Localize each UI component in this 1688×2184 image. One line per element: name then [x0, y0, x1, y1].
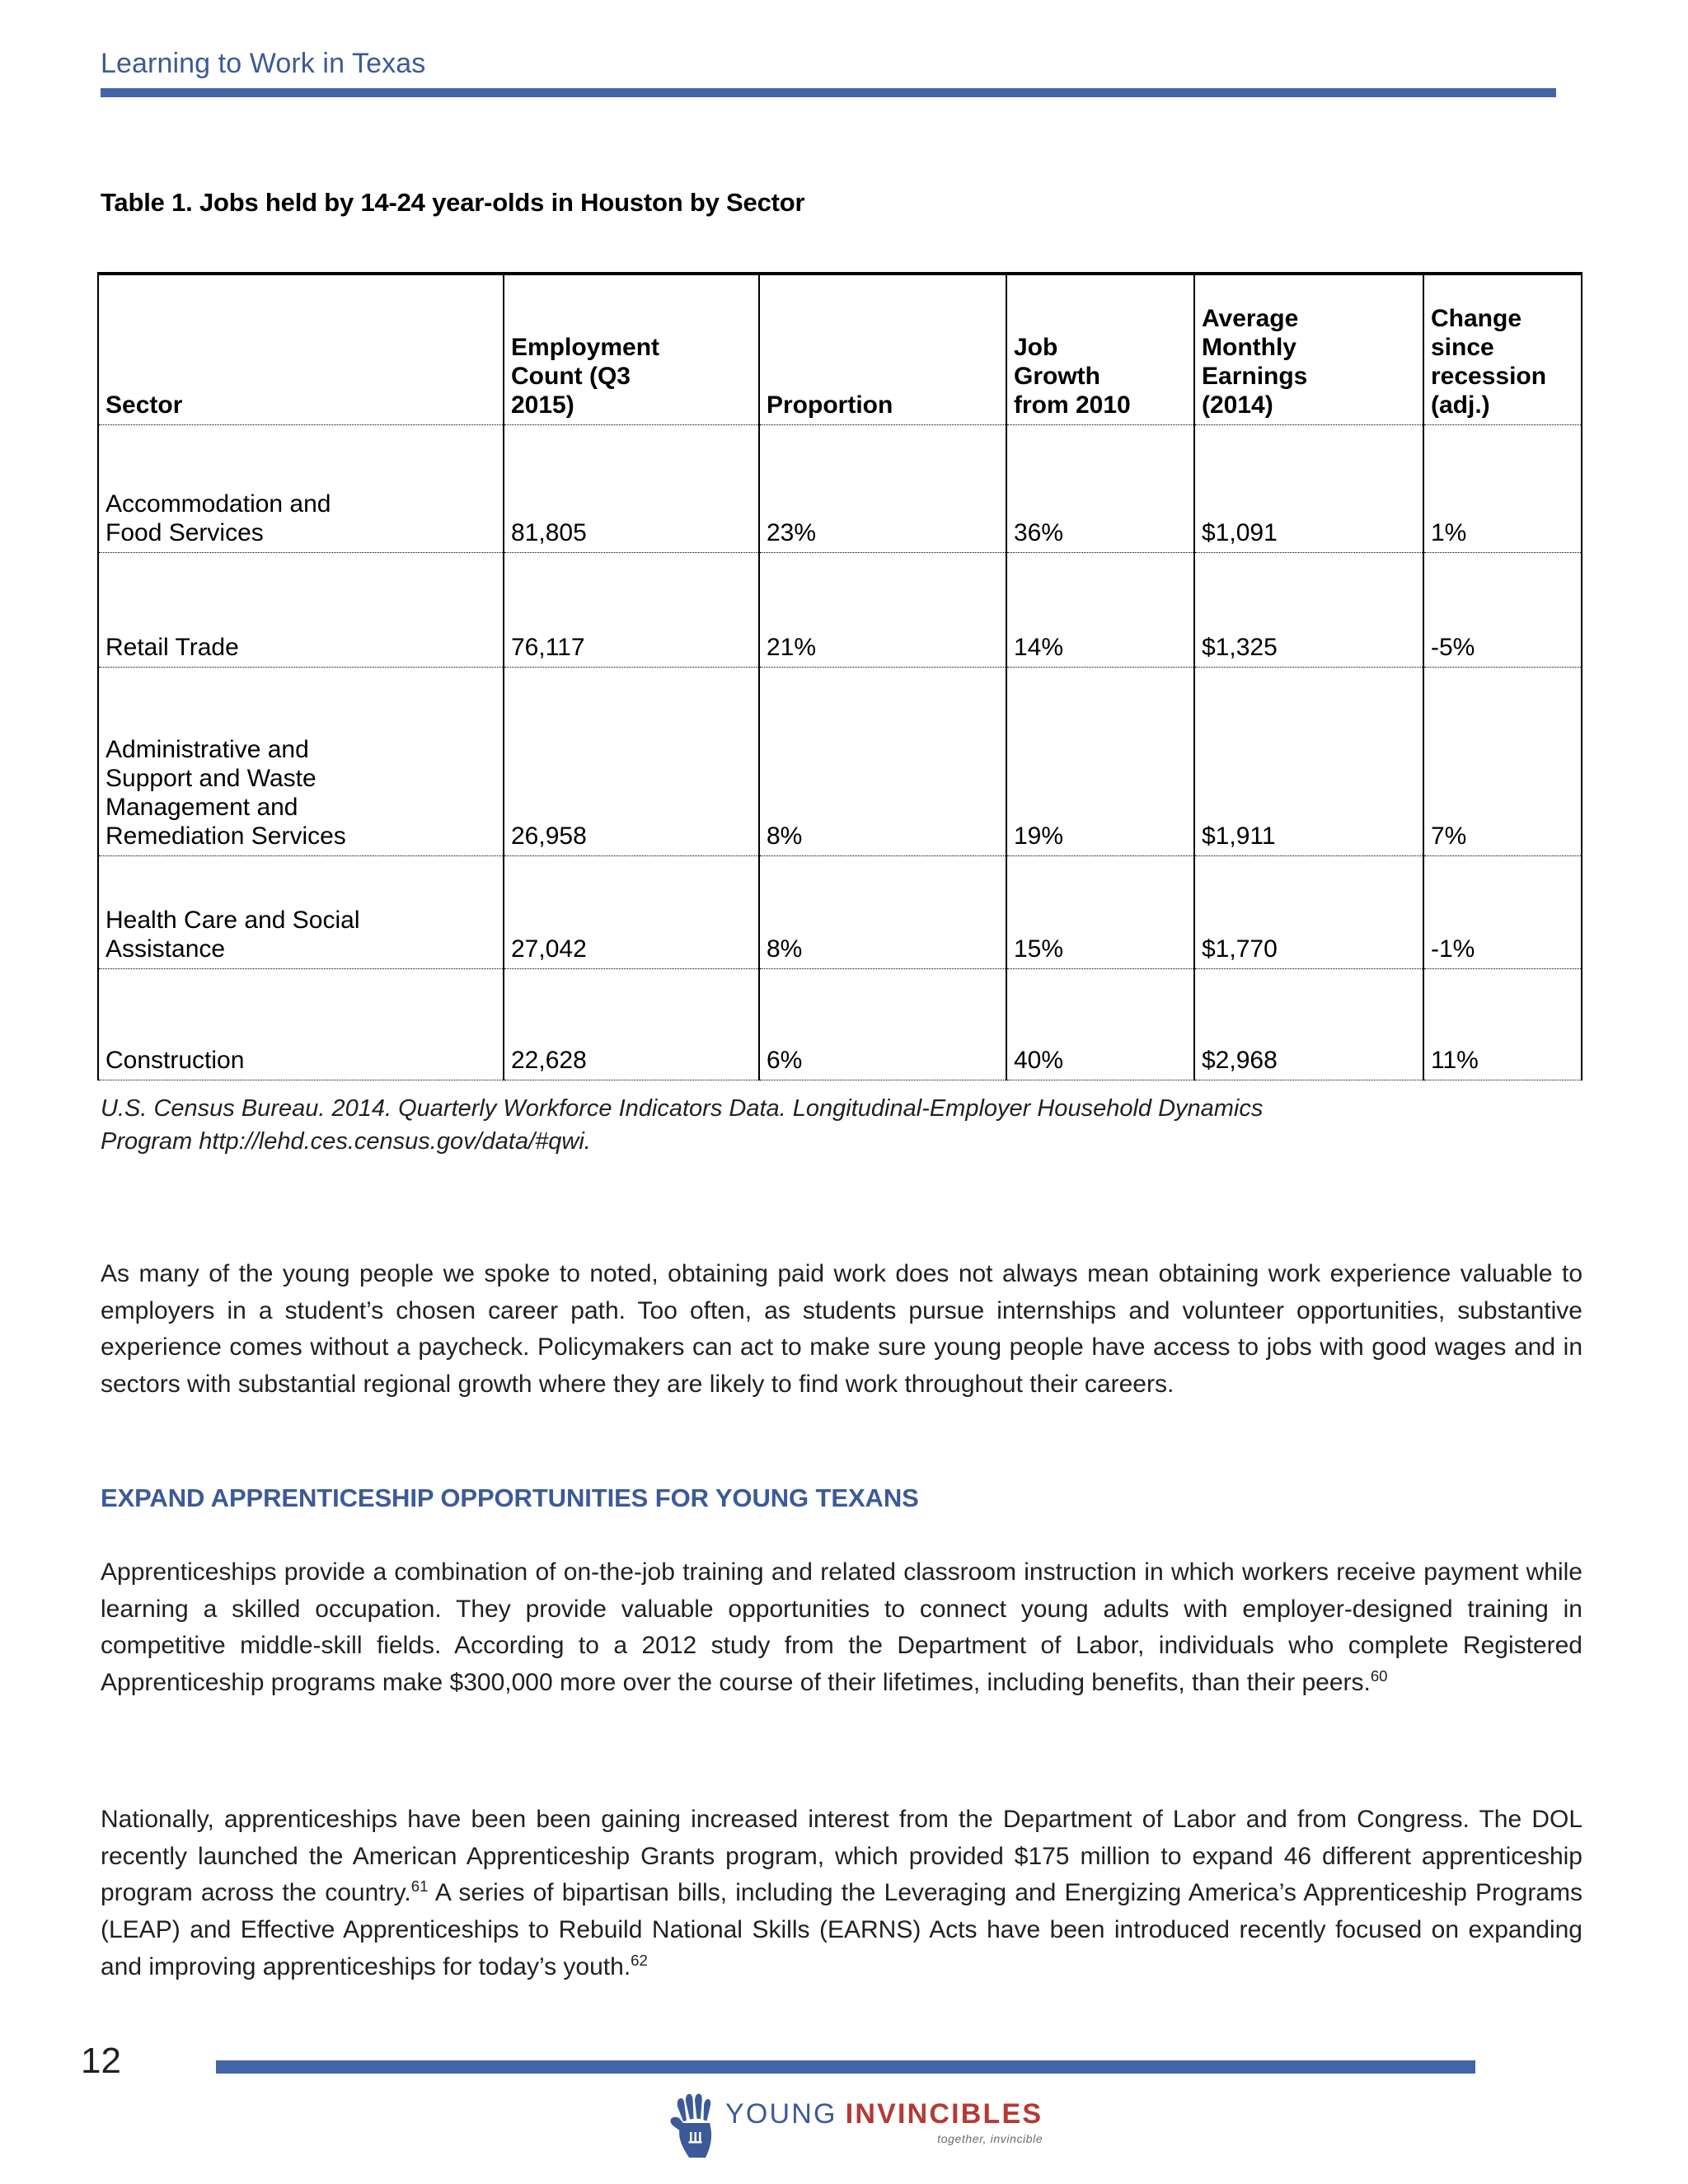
cell-line: Retail Trade — [106, 633, 239, 661]
column-header-employment-count — [504, 274, 759, 425]
footnote-ref-62: 62 — [631, 1951, 648, 1969]
paragraph-work-experience: As many of the young people we spoke to noted, obtaining paid work does not always mean obtaining work experience valuable to employers in a student’s chosen career path. Too often, as students pursue internships and volunteer opportunities, substantive experience comes without a paycheck. Policymakers can act to make sure young people have access to jobs with good wages and in sectors with substantial regional growth where they are likely to find work throughout their careers. — [101, 1260, 1582, 1399]
cell-employment-count: 26,958 — [504, 668, 759, 856]
cell-job-growth: 19% — [1006, 668, 1194, 856]
cell-sector — [98, 856, 504, 969]
cell-line: Food Services — [106, 518, 264, 546]
cell-proportion: 6% — [759, 969, 1006, 1080]
header-line: Employment — [511, 333, 660, 361]
header-line: Earnings — [1202, 362, 1308, 390]
cell-job-growth: 40% — [1006, 969, 1194, 1080]
footnote-ref-60: 60 — [1370, 1667, 1388, 1685]
column-header-proportion — [759, 274, 1006, 425]
cell-sector — [98, 553, 504, 668]
page-number: 12 — [81, 2041, 121, 2081]
header-line: Sector — [106, 391, 183, 419]
header-line: Growth — [1014, 362, 1100, 390]
cell-change-since-recession: -1% — [1423, 856, 1582, 969]
cell-job-growth: 14% — [1006, 553, 1194, 668]
cell-sector — [98, 668, 504, 856]
cell-employment-count: 22,628 — [504, 969, 759, 1080]
running-header — [101, 48, 1556, 97]
header-line: 2015) — [511, 391, 574, 419]
cell-avg-monthly-earnings: $1,770 — [1194, 856, 1423, 969]
cell-change-since-recession: 1% — [1423, 425, 1582, 553]
header-line: from 2010 — [1014, 391, 1131, 419]
young-invincibles-logo — [668, 2093, 1043, 2172]
column-header-change-since-recession — [1423, 274, 1582, 425]
cell-avg-monthly-earnings: $1,091 — [1194, 425, 1423, 553]
column-header-sector — [98, 274, 504, 425]
cell-line: Remediation Services — [106, 822, 346, 850]
paragraph-3-text-a: Nationally, apprenticeships have been been gaining increased interest from the Department of Labor and from Congress. The DOL recently launched the American Apprenticeship Grants program, which provided $175 million to expand 46 different apprenticeship program across the country. — [101, 1806, 1582, 1907]
header-line: (adj.) — [1431, 391, 1490, 419]
table-row — [98, 425, 1582, 553]
cell-change-since-recession: 7% — [1423, 668, 1582, 856]
cell-employment-count: 76,117 — [504, 553, 759, 668]
cell-proportion: 23% — [759, 425, 1006, 553]
column-header-avg-monthly-earnings — [1194, 274, 1423, 425]
cell-proportion: 21% — [759, 553, 1006, 668]
header-line: Monthly — [1202, 333, 1296, 361]
header-rule — [101, 88, 1556, 97]
cell-line: Health Care and Social — [106, 906, 360, 934]
jobs-table-container — [97, 272, 1581, 1080]
cell-job-growth: 36% — [1006, 425, 1194, 553]
cell-avg-monthly-earnings: $2,968 — [1194, 969, 1423, 1080]
header-line: Proportion — [767, 391, 893, 419]
footer-rule — [216, 2060, 1475, 2074]
paragraph-3-text-b: A series of bipartisan bills, including the Leveraging and Energizing America’s Apprenticeship Programs (LEAP) and Effective Apprenticeships to Rebuild National Skills (EARNS) Acts have been introduced recently focused on expanding and improving apprenticeships for today’s youth. — [101, 1879, 1582, 1980]
logo-wordmark — [725, 2100, 1043, 2128]
header-line: Count (Q3 — [511, 362, 631, 390]
table-body — [98, 425, 1582, 1080]
raised-hand-icon — [668, 2093, 719, 2158]
header-line: (2014) — [1202, 391, 1273, 419]
cell-proportion: 8% — [759, 668, 1006, 856]
paragraph-apprenticeship-definition — [101, 1554, 1582, 1702]
paragraph-2-text: Apprenticeships provide a combination of on-the-job training and related classroom instruction in which workers receive payment while learning a skilled occupation. They provide valuable opportunities to connect young adults with employer-designed training in competitive middle-skill fields. According to a 2012 study from the Department of Labor, individuals who complete Registered Apprenticeship programs make $300,000 more over the course of their lifetimes, including benefits, than their peers. — [101, 1558, 1582, 1697]
header-line: recession — [1431, 362, 1547, 390]
running-header-title: Learning to Work in Texas — [101, 48, 426, 79]
table-header — [98, 274, 1582, 425]
logo-word-young: YOUNG — [725, 2098, 837, 2130]
cell-proportion: 8% — [759, 856, 1006, 969]
header-line: Average — [1202, 304, 1299, 332]
cell-line: Construction — [106, 1046, 245, 1074]
source-note-line-2: Program http://lehd.ces.census.gov/data/#qwi. — [101, 1128, 591, 1155]
cell-line: Support and Waste — [106, 764, 316, 792]
column-header-job-growth — [1006, 274, 1194, 425]
table-row — [98, 553, 1582, 668]
cell-job-growth: 15% — [1006, 856, 1194, 969]
cell-change-since-recession: 11% — [1423, 969, 1582, 1080]
logo-text-block — [725, 2093, 1043, 2145]
footnote-ref-61: 61 — [410, 1877, 429, 1896]
cell-line: Accommodation and — [106, 490, 331, 518]
cell-avg-monthly-earnings: $1,325 — [1194, 553, 1423, 668]
header-line: Change — [1431, 304, 1522, 332]
table-source-note — [101, 1092, 1582, 1158]
paragraph-apprenticeship-national — [101, 1802, 1582, 1985]
cell-line: Assistance — [106, 935, 226, 963]
table-row — [98, 969, 1582, 1080]
table-row — [98, 856, 1582, 969]
source-note-line-1: U.S. Census Bureau. 2014. Quarterly Workforce Indicators Data. Longitudinal-Employer Household Dynamics — [101, 1095, 1264, 1122]
cell-line: Administrative and — [106, 735, 309, 763]
jobs-table — [97, 272, 1582, 1080]
table-header-row — [98, 274, 1582, 425]
header-line: since — [1431, 333, 1494, 361]
section-heading-apprenticeship: EXPAND APPRENTICESHIP OPPORTUNITIES FOR YOUNG TEXANS — [101, 1483, 919, 1512]
cell-employment-count: 81,805 — [504, 425, 759, 553]
cell-employment-count: 27,042 — [504, 856, 759, 969]
logo-tagline: together, invincible — [937, 2132, 1043, 2145]
table-row — [98, 668, 1582, 856]
cell-sector — [98, 969, 504, 1080]
table-caption: Table 1. Jobs held by 14-24 year-olds in Houston by Sector — [101, 188, 805, 217]
header-line: Job — [1014, 333, 1058, 361]
logo-word-invincibles: INVINCIBLES — [845, 2098, 1043, 2130]
cell-line: Management and — [106, 793, 298, 821]
cell-change-since-recession: -5% — [1423, 553, 1582, 668]
cell-avg-monthly-earnings: $1,911 — [1194, 668, 1423, 856]
cell-sector — [98, 425, 504, 553]
